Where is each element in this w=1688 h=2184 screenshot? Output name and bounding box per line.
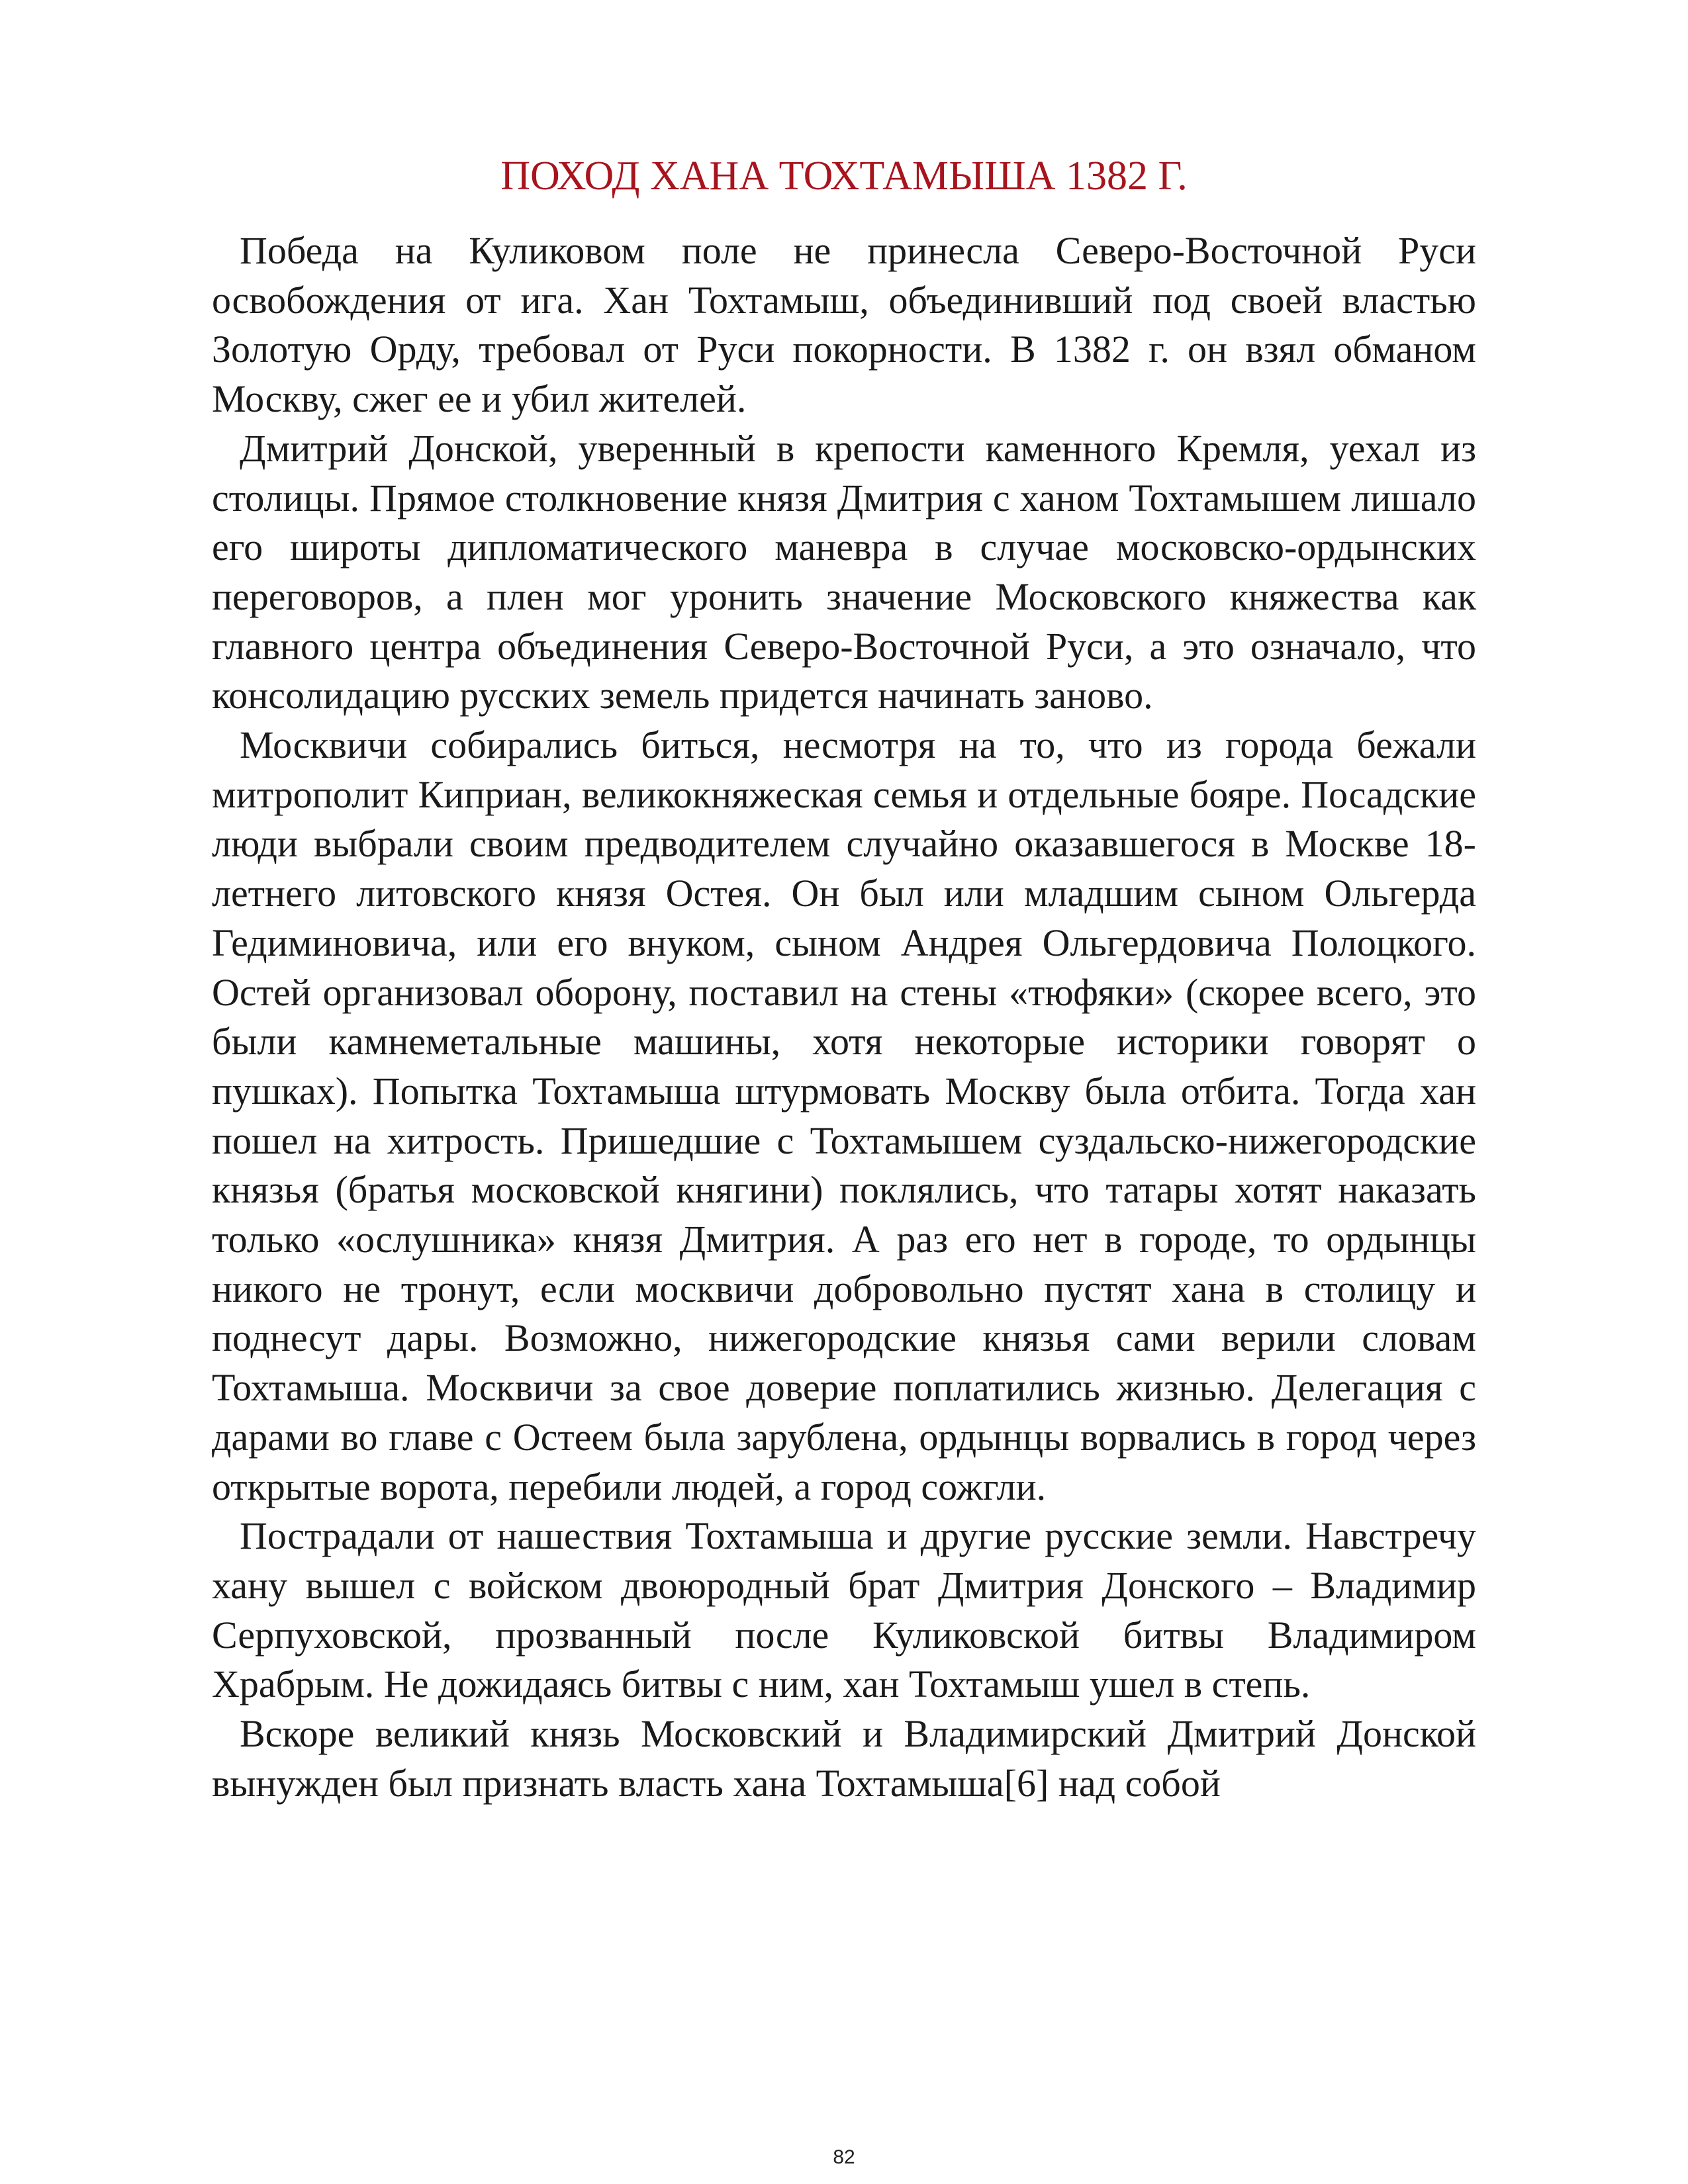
paragraph-3: Москвичи собирались биться, несмотря на то, что из города бежали митрополит Киприан, великокняжеская семья и отдельные бояре. Посадские люди выбрали своим предводителем случайно оказавшегося в Москве 18-летнего литовского князя Остея. Он был или младшим сыном Ольгерда Гедиминовича, или его внуком, сыном Андрея Ольгердовича Полоцкого. Остей организовал оборону, поставил на стены «тюфяки» (скорее всего, это были камнеметальные машины, хотя некоторые историки говорят о пушках). Попытка Тохтамыша штурмовать Москву была отбита. Тогда хан пошел на хитрость. Пришедшие с Тохтамышем суздальско-нижегородские князья (братья московской княгини) поклялись, что татары хотят наказать только «ослушника» князя Дмитрия. А раз его нет в городе, то ордынцы никого не тронут, если москвичи добровольно пустят хана в столицу и поднесут дары. Возможно, нижегородские князья сами верили словам Тохтамыша. Москвичи за свое доверие поплатились жизнью. Делегация с дарами во главе с Остеем была зарублена, ордынцы ворвались в город через открытые ворота, перебили людей, а город сожгли.	[212, 723, 1476, 1508]
paragraph-2: Дмитрий Донской, уверенный в крепости каменного Кремля, уехал из столицы. Прямое столкновение князя Дмитрия с ханом Тохтамышем лишало его широты дипломатического маневра в случае московско-ордынских переговоров, а плен мог уронить значение Московского княжества как главного центра объединения Северо-Восточной Руси, а это означало, что консолидацию русских земель придется начинать заново.	[212, 426, 1476, 717]
page-number: 82	[833, 2146, 855, 2168]
body-text	[212, 226, 1476, 1809]
paragraph-4: Пострадали от нашествия Тохтамыша и другие русские земли. Навстречу хану вышел с войском двоюродный брат Дмитрия Донского – Владимир Серпуховской, прозванный после Куликовской битвы Владимиром Храбрым. Не дожидаясь битвы с ним, хан Тохтамыш ушел в степь.	[212, 1514, 1476, 1706]
page-title: ПОХОД ХАНА ТОХТАМЫША 1382 Г.	[500, 154, 1188, 199]
paragraph-1: Победа на Куликовом поле не принесла Северо-Восточной Руси освобождения от ига. Хан Тохтамыш, объединивший под своей властью Золотую Орду, требовал от Руси покорности. В 1382 г. он взял обманом Москву, сжег ее и убил жителей.	[212, 229, 1476, 421]
paragraph-5: Вскоре великий князь Московский и Владимирский Дмитрий Донской вынужден был признать власть хана Тохтамыша[6] над собой	[212, 1712, 1476, 1805]
